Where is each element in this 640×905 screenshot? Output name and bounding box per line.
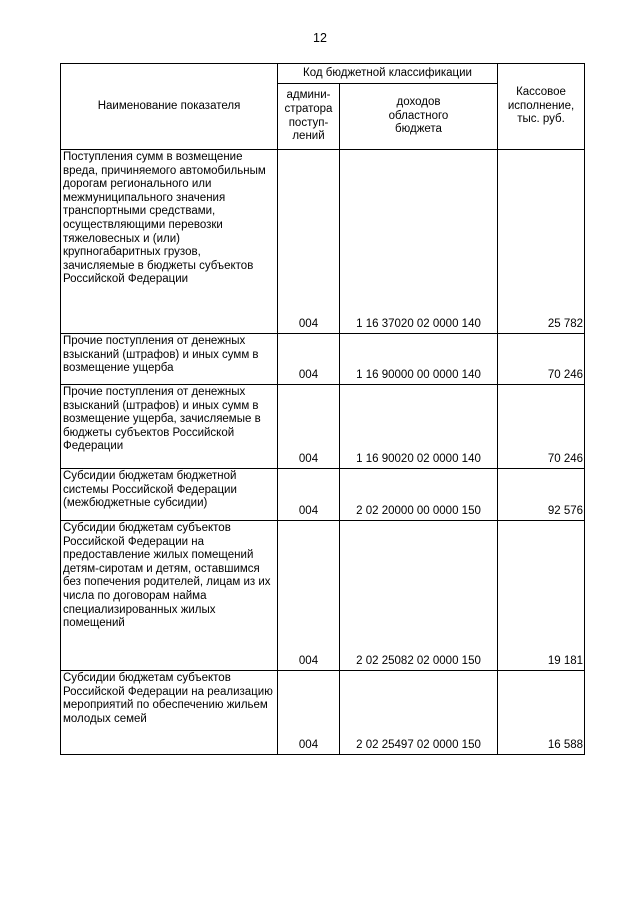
row-amount: 92 576 (498, 469, 585, 521)
row-admin-code: 004 (278, 334, 340, 385)
row-amount: 19 181 (498, 521, 585, 671)
row-indicator-name: Субсидии бюджетам субъектов Российской Федерации на предоставление жилых помещений детям-сиротам и детям, оставшимся без попечения родителей, лицам из их числа по договорам найма специализированных жилых помещений (61, 521, 278, 671)
table-header (61, 64, 585, 150)
table-row (61, 671, 585, 755)
table-body (61, 150, 585, 755)
row-income-code: 1 16 90000 00 0000 140 (340, 334, 498, 385)
header-income-code-text: доходов областного бюджета (388, 96, 449, 136)
page-number: 12 (313, 31, 327, 45)
row-income-code: 2 02 25497 02 0000 150 (340, 671, 498, 755)
header-admin-code (278, 84, 340, 150)
table-row (61, 150, 585, 334)
row-amount: 70 246 (498, 334, 585, 385)
row-indicator-name: Субсидии бюджетам субъектов Российской Федерации на реализацию мероприятий по обеспечению жильем молодых семей (61, 671, 278, 755)
header-classification-code: Код бюджетной классификации (278, 64, 498, 84)
budget-revenue-table (60, 63, 585, 755)
row-income-code: 1 16 37020 02 0000 140 (340, 150, 498, 334)
header-cash-execution (498, 64, 585, 150)
header-admin-code-text: админи- стратора поступ- лений (284, 89, 333, 143)
header-cash-execution-text: Кассовое исполнение, тыс. руб. (507, 86, 575, 126)
table-row (61, 334, 585, 385)
row-admin-code: 004 (278, 671, 340, 755)
table-row (61, 521, 585, 671)
row-income-code: 2 02 25082 02 0000 150 (340, 521, 498, 671)
row-income-code: 2 02 20000 00 0000 150 (340, 469, 498, 521)
header-indicator-name: Наименование показателя (61, 64, 278, 150)
table-row (61, 469, 585, 521)
row-indicator-name: Прочие поступления от денежных взысканий (штрафов) и иных сумм в возмещение ущерба (61, 334, 278, 385)
table-row (61, 385, 585, 469)
row-amount: 25 782 (498, 150, 585, 334)
row-indicator-name: Прочие поступления от денежных взысканий (штрафов) и иных сумм в возмещение ущерба, зачисляемые в бюджеты субъектов Российской Федерации (61, 385, 278, 469)
header-income-code (340, 84, 498, 150)
row-income-code: 1 16 90020 02 0000 140 (340, 385, 498, 469)
row-admin-code: 004 (278, 150, 340, 334)
row-admin-code: 004 (278, 521, 340, 671)
row-admin-code: 004 (278, 469, 340, 521)
row-indicator-name: Поступления сумм в возмещение вреда, причиняемого автомобильным дорогам регионального или межмуниципального значения транспортными средствами, осуществляющими перевозки тяжеловесных и (или) крупногабаритных грузов, зачисляемые в бюджеты субъектов Российской Федерации (61, 150, 278, 334)
row-indicator-name: Субсидии бюджетам бюджетной системы Российской Федерации (межбюджетные субсидии) (61, 469, 278, 521)
row-admin-code: 004 (278, 385, 340, 469)
row-amount: 70 246 (498, 385, 585, 469)
row-amount: 16 588 (498, 671, 585, 755)
